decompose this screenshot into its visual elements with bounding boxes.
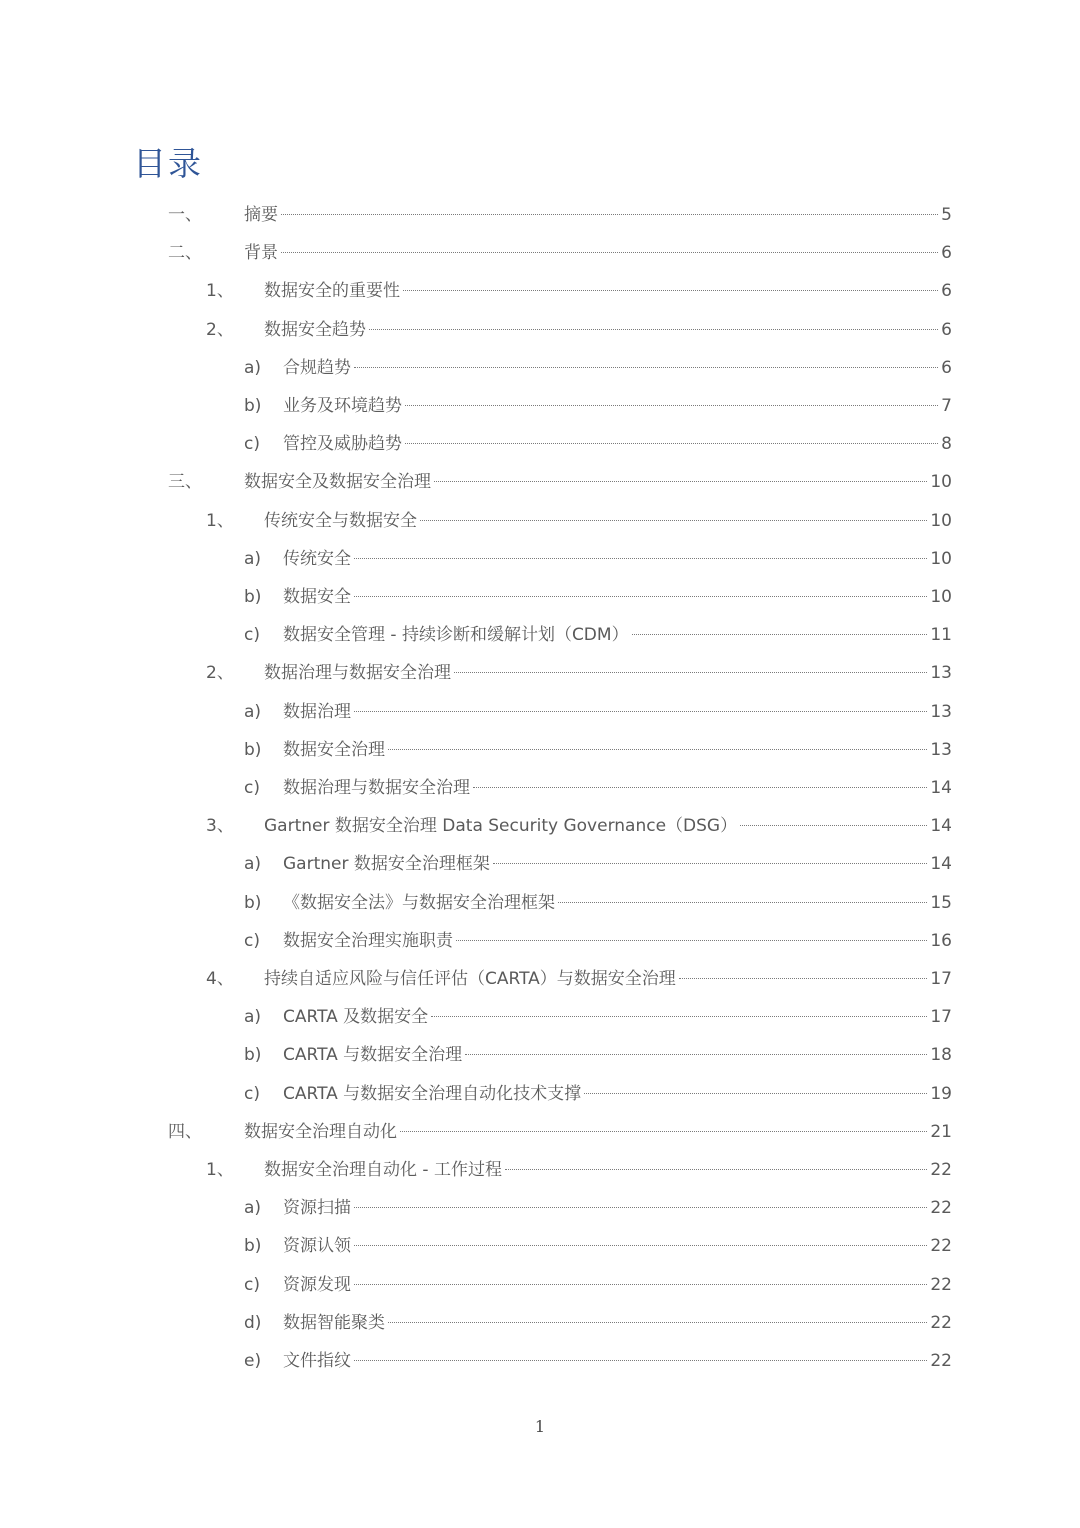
toc-entry-page: 7 <box>941 396 952 416</box>
toc-entry-page: 13 <box>930 663 952 684</box>
toc-entry-marker: b) <box>244 739 262 760</box>
toc-entry-title: 数据智能聚类 <box>283 1312 385 1333</box>
toc-entry-marker: c) <box>244 930 260 951</box>
toc-entry-body <box>283 1075 952 1113</box>
toc-entry-title: 数据安全趋势 <box>264 319 366 340</box>
dot-leader <box>420 520 927 521</box>
toc-entry-title: 文件指纹 <box>283 1351 351 1371</box>
toc-entry[interactable] <box>0 272 1080 310</box>
dot-leader <box>388 749 927 750</box>
toc-entry-marker: a) <box>244 1007 262 1028</box>
dot-leader <box>354 711 927 712</box>
toc-entry-title: 数据安全 <box>283 587 351 607</box>
toc-entry-marker: 4、 <box>206 969 234 989</box>
toc-entry[interactable] <box>0 463 1080 501</box>
toc-entry-page: 21 <box>930 1121 952 1142</box>
toc-entry[interactable] <box>0 1113 1080 1151</box>
dot-leader <box>354 1245 927 1246</box>
toc-entry[interactable] <box>0 196 1080 234</box>
toc-entry-marker: c) <box>244 1274 260 1295</box>
toc-entry-body <box>283 578 952 616</box>
toc-entry[interactable] <box>0 693 1080 731</box>
toc-entry-title: 数据安全治理实施职责 <box>283 930 453 951</box>
dot-leader <box>405 443 938 444</box>
toc-entry-title: 数据治理与数据安全治理 <box>283 778 470 798</box>
toc-entry-body <box>264 1151 952 1189</box>
toc-entry-page: 22 <box>930 1160 952 1180</box>
toc-entry-body <box>283 693 952 731</box>
toc-entry-body <box>244 463 952 501</box>
dot-leader <box>354 367 938 368</box>
toc-entry-marker: a) <box>244 548 262 569</box>
toc-entry[interactable] <box>0 1151 1080 1189</box>
dot-leader <box>505 1169 927 1170</box>
dot-leader <box>473 787 927 788</box>
toc-entry-marker: a) <box>244 854 262 875</box>
toc-entry-page: 13 <box>930 739 952 760</box>
dot-leader <box>400 1131 927 1132</box>
dot-leader <box>679 978 928 979</box>
toc-entry-title: 数据安全治理 <box>283 739 385 760</box>
toc-entry-marker: 1、 <box>206 1160 234 1180</box>
toc-entry-marker: a) <box>244 701 262 722</box>
toc-entry-page: 10 <box>930 587 952 607</box>
toc-entry-marker: e) <box>244 1351 262 1371</box>
toc-entry-body <box>283 1036 952 1074</box>
toc-entry-title: 数据安全的重要性 <box>264 281 400 302</box>
toc-entry-marker: b) <box>244 1236 262 1257</box>
toc-entry-page: 10 <box>930 548 952 569</box>
toc-entry-title: Gartner 数据安全治理 Data Security Governance（DSG） <box>264 816 738 837</box>
toc-entry-marker: d) <box>244 1312 262 1333</box>
toc-entry-marker: c) <box>244 434 260 455</box>
toc-entry-body <box>283 349 952 387</box>
dot-leader <box>388 1322 927 1323</box>
toc-entry-title: 资源发现 <box>283 1274 351 1295</box>
toc-entry-marker: 二、 <box>168 243 202 264</box>
toc-entry[interactable] <box>0 1266 1080 1304</box>
dot-leader <box>281 252 938 253</box>
toc-entry-title: CARTA 与数据安全治理 <box>283 1045 463 1066</box>
toc-entry-marker: 1、 <box>206 510 234 531</box>
toc-entry[interactable] <box>0 502 1080 540</box>
dot-leader <box>584 1093 927 1094</box>
toc-entry-title: 资源认领 <box>283 1236 351 1257</box>
toc-entry-page: 15 <box>930 892 952 913</box>
toc-entry-title: 资源扫描 <box>283 1198 351 1219</box>
dot-leader <box>354 596 927 597</box>
toc-entry-body <box>283 731 952 769</box>
toc-entry-page: 5 <box>941 205 952 225</box>
toc-entry-body <box>283 769 952 807</box>
toc-entry[interactable] <box>0 234 1080 272</box>
toc-entry-title: 传统安全与数据安全 <box>264 510 417 531</box>
toc-entry[interactable] <box>0 540 1080 578</box>
dot-leader <box>740 825 927 826</box>
toc-entry-page: 10 <box>930 510 952 531</box>
toc-entry[interactable] <box>0 1036 1080 1074</box>
toc-entry-body <box>283 1304 952 1342</box>
toc-entry-body <box>283 425 952 463</box>
toc-entry-page: 22 <box>930 1312 952 1333</box>
toc-entry-page: 6 <box>941 357 952 378</box>
toc-entry-page: 8 <box>941 434 952 455</box>
toc-entry[interactable] <box>0 845 1080 883</box>
dot-leader <box>454 672 927 673</box>
toc-entry-title: 传统安全 <box>283 548 351 569</box>
toc-entry[interactable] <box>0 807 1080 845</box>
toc-entry-body <box>244 234 952 272</box>
toc-entry-body <box>283 922 952 960</box>
toc-entry-marker: a) <box>244 1198 262 1219</box>
toc-entry-page: 10 <box>930 472 952 493</box>
dot-leader <box>465 1054 927 1055</box>
toc-entry-body <box>283 387 952 425</box>
dot-leader <box>456 940 927 941</box>
toc-entry-title: 数据治理 <box>283 701 351 722</box>
toc-entry-page: 22 <box>930 1198 952 1219</box>
toc-entry-marker: 1、 <box>206 281 234 302</box>
toc-entry-body <box>264 960 952 998</box>
toc-entry[interactable] <box>0 311 1080 349</box>
toc-entry-title: 数据安全治理自动化 - 工作过程 <box>264 1160 502 1180</box>
toc-entry-page: 14 <box>930 854 952 875</box>
page-title: 目录 <box>133 144 203 183</box>
toc-entry-page: 14 <box>930 778 952 798</box>
toc-entry-body <box>283 1342 952 1380</box>
toc-entry-page: 11 <box>930 625 952 646</box>
toc-entry[interactable] <box>0 960 1080 998</box>
toc-entry-title: CARTA 与数据安全治理自动化技术支撑 <box>283 1083 582 1104</box>
toc-entry[interactable] <box>0 1342 1080 1380</box>
toc-entry-marker: 四、 <box>168 1121 202 1142</box>
dot-leader <box>354 1360 927 1361</box>
toc-entry-body <box>264 654 952 692</box>
toc-entry[interactable] <box>0 387 1080 425</box>
toc-entry-marker: c) <box>244 1083 260 1104</box>
dot-leader <box>281 214 938 215</box>
toc-entry-marker: c) <box>244 625 260 646</box>
toc-entry-page: 17 <box>930 969 952 989</box>
dot-leader <box>431 1016 927 1017</box>
toc-entry-marker: 3、 <box>206 816 234 837</box>
toc-entry[interactable] <box>0 922 1080 960</box>
toc-entry[interactable] <box>0 1304 1080 1342</box>
toc-entry[interactable] <box>0 731 1080 769</box>
toc-entry[interactable] <box>0 1075 1080 1113</box>
dot-leader <box>632 634 928 635</box>
toc-entry-title: 业务及环境趋势 <box>283 396 402 416</box>
toc-entry-title: 数据安全管理 - 持续诊断和缓解计划（CDM） <box>283 625 629 646</box>
toc-entry-marker: 三、 <box>168 472 202 493</box>
toc-entry-page: 13 <box>930 701 952 722</box>
toc-entry-marker: b) <box>244 587 262 607</box>
toc-entry-title: 持续自适应风险与信任评估（CARTA）与数据安全治理 <box>264 969 676 989</box>
toc-entry-marker: c) <box>244 778 260 798</box>
toc-entry-body <box>264 272 952 310</box>
toc-entry-title: 数据安全治理自动化 <box>244 1121 397 1142</box>
toc-entry-page: 22 <box>930 1236 952 1257</box>
toc-entry[interactable] <box>0 654 1080 692</box>
toc-entry-title: 数据治理与数据安全治理 <box>264 663 451 684</box>
dot-leader <box>354 558 927 559</box>
toc-entry-page: 6 <box>941 319 952 340</box>
toc-entry-title: 合规趋势 <box>283 357 351 378</box>
toc-entry-body <box>264 311 952 349</box>
dot-leader <box>493 863 927 864</box>
toc-entry[interactable] <box>0 578 1080 616</box>
dot-leader <box>403 290 938 291</box>
toc-entry-page: 19 <box>930 1083 952 1104</box>
toc-entry-marker: a) <box>244 357 262 378</box>
toc-entry[interactable] <box>0 1189 1080 1227</box>
toc-entry-page: 17 <box>930 1007 952 1028</box>
toc-entry[interactable] <box>0 1227 1080 1265</box>
dot-leader <box>369 329 938 330</box>
toc-entry-body <box>283 845 952 883</box>
page-number: 1 <box>534 1417 546 1436</box>
toc-entry-marker: 2、 <box>206 663 234 684</box>
toc-entry[interactable] <box>0 349 1080 387</box>
toc-entry-page: 14 <box>930 816 952 837</box>
toc-entry-title: 数据安全及数据安全治理 <box>244 472 431 493</box>
toc-entry-title: 《数据安全法》与数据安全治理框架 <box>283 892 555 913</box>
toc-entry-body <box>264 807 952 845</box>
toc-entry-body <box>283 616 952 654</box>
toc-entry-title: 管控及威胁趋势 <box>283 434 402 455</box>
toc-entry-marker: 2、 <box>206 319 234 340</box>
dot-leader <box>405 405 938 406</box>
toc-entry-page: 6 <box>941 281 952 302</box>
toc-entry-marker: 一、 <box>168 205 202 225</box>
dot-leader <box>354 1207 927 1208</box>
toc-entry-page: 22 <box>930 1274 952 1295</box>
toc-entry[interactable] <box>0 616 1080 654</box>
dot-leader <box>558 902 927 903</box>
toc-entry[interactable] <box>0 998 1080 1036</box>
dot-leader <box>354 1284 927 1285</box>
toc-entry-body <box>283 998 952 1036</box>
toc-entry-page: 22 <box>930 1351 952 1371</box>
toc-entry-body <box>283 1266 952 1304</box>
toc-entry-body <box>283 1189 952 1227</box>
toc-entry-page: 16 <box>930 930 952 951</box>
toc-entry-page: 18 <box>930 1045 952 1066</box>
toc-entry-body <box>283 1227 952 1265</box>
toc-entry-title: CARTA 及数据安全 <box>283 1007 429 1028</box>
toc-entry-marker: b) <box>244 892 262 913</box>
toc-entry[interactable] <box>0 425 1080 463</box>
toc-entry-body <box>264 502 952 540</box>
toc-entry-title: Gartner 数据安全治理框架 <box>283 854 490 875</box>
toc-entry-title: 背景 <box>244 243 278 264</box>
toc-entry-marker: b) <box>244 1045 262 1066</box>
toc-entry-page: 6 <box>941 243 952 264</box>
dot-leader <box>434 481 927 482</box>
toc-entry-title: 摘要 <box>244 205 278 225</box>
toc-entry-body <box>244 1113 952 1151</box>
toc-entry-body <box>283 540 952 578</box>
toc-entry[interactable] <box>0 884 1080 922</box>
toc-entry[interactable] <box>0 769 1080 807</box>
toc-entry-body <box>244 196 952 234</box>
toc-entry-marker: b) <box>244 396 262 416</box>
toc-entry-body <box>283 884 952 922</box>
